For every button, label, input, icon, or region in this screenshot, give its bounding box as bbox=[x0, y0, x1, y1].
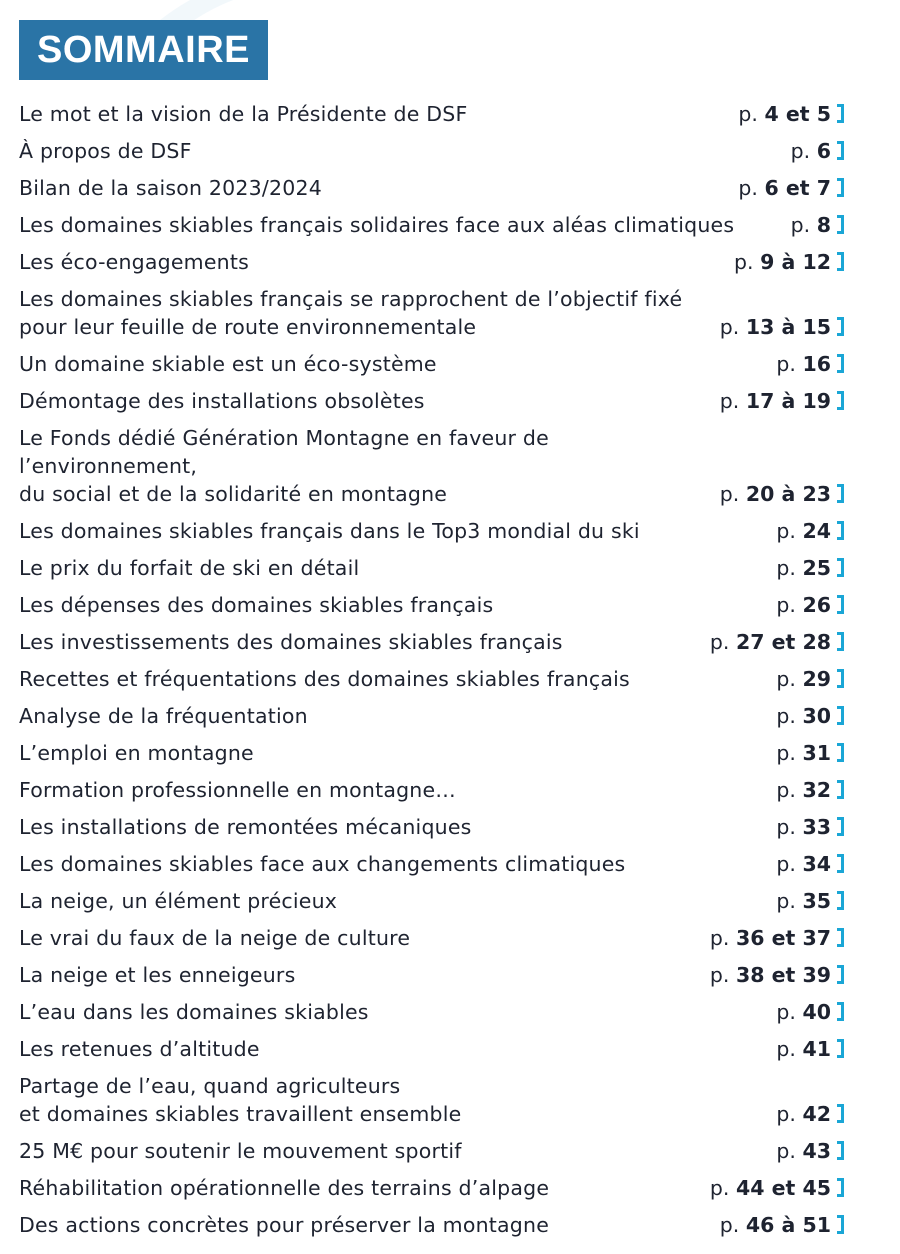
toc-entry-title: Les domaines skiables français se rapprochent de l’objectif fixé pour leur feuille de route environnementale bbox=[19, 287, 683, 339]
title-banner bbox=[19, 20, 268, 80]
toc-entry-page-ref bbox=[791, 137, 844, 165]
page-prefix: p. bbox=[776, 815, 796, 839]
toc-entry-title: Analyse de la fréquentation bbox=[19, 704, 308, 728]
page-prefix: p. bbox=[776, 704, 796, 728]
toc-entry[interactable] bbox=[19, 383, 844, 420]
page-number: 25 bbox=[802, 556, 831, 580]
toc-entry-title: Recettes et fréquentations des domaines skiables français bbox=[19, 667, 630, 691]
bracket-icon bbox=[837, 928, 844, 947]
bracket-icon bbox=[837, 178, 844, 197]
toc-entry-title: Des actions concrètes pour préserver la montagne bbox=[19, 1213, 550, 1237]
page-number: 35 bbox=[802, 889, 831, 913]
page-number: 44 et 45 bbox=[735, 1176, 831, 1200]
toc-entry-page-ref bbox=[776, 739, 844, 767]
toc-entry-title: La neige, un élément précieux bbox=[19, 889, 338, 913]
page-number: 6 et 7 bbox=[764, 176, 831, 200]
toc-entry[interactable] bbox=[19, 513, 844, 550]
page-number: 16 bbox=[802, 352, 831, 376]
bracket-icon bbox=[837, 706, 844, 725]
bracket-icon bbox=[837, 521, 844, 540]
page-number: 26 bbox=[802, 593, 831, 617]
bracket-icon bbox=[837, 891, 844, 910]
toc-entry[interactable] bbox=[19, 957, 844, 994]
page-number: 20 à 23 bbox=[745, 482, 831, 506]
toc-entry[interactable] bbox=[19, 133, 844, 170]
toc-entry-title: Les investissements des domaines skiables français bbox=[19, 630, 563, 654]
bracket-icon bbox=[837, 252, 844, 271]
page-number: 6 bbox=[816, 139, 831, 163]
page-number: 4 et 5 bbox=[764, 102, 831, 126]
toc-entry[interactable] bbox=[19, 346, 844, 383]
toc-entry-title: Un domaine skiable est un éco-système bbox=[19, 352, 437, 376]
toc-entry-page-ref bbox=[776, 1137, 844, 1165]
toc-entry-page-ref bbox=[776, 850, 844, 878]
toc-entry-page-ref bbox=[776, 554, 844, 582]
bracket-icon bbox=[837, 1141, 844, 1160]
bracket-icon bbox=[837, 484, 844, 503]
page-number: 40 bbox=[802, 1000, 831, 1024]
toc-entry-page-ref bbox=[776, 702, 844, 730]
bracket-icon bbox=[837, 743, 844, 762]
toc-entry[interactable] bbox=[19, 994, 844, 1031]
page-prefix: p. bbox=[776, 593, 796, 617]
toc-entry-page-ref bbox=[776, 591, 844, 619]
toc-entry-page-ref bbox=[776, 998, 844, 1026]
toc-entry-title: Les dépenses des domaines skiables français bbox=[19, 593, 494, 617]
toc-entry[interactable] bbox=[19, 624, 844, 661]
toc-entry-title: À propos de DSF bbox=[19, 139, 192, 163]
toc-entry-title: Les installations de remontées mécaniques bbox=[19, 815, 472, 839]
page-prefix: p. bbox=[776, 519, 796, 543]
toc-entry-title: Réhabilitation opérationnelle des terrains d’alpage bbox=[19, 1176, 550, 1200]
toc-entry-title: Formation professionnelle en montagne… bbox=[19, 778, 457, 802]
toc-entry[interactable] bbox=[19, 1207, 844, 1244]
page-number: 42 bbox=[802, 1102, 831, 1126]
page-number: 13 à 15 bbox=[745, 315, 831, 339]
toc-entry[interactable] bbox=[19, 1068, 844, 1133]
toc-entry[interactable] bbox=[19, 96, 844, 133]
toc-entry-title: Les domaines skiables français solidaires face aux aléas climatiques bbox=[19, 213, 735, 237]
page-prefix: p. bbox=[790, 139, 811, 163]
page-number: 46 à 51 bbox=[745, 1213, 831, 1237]
toc-entry[interactable] bbox=[19, 207, 844, 244]
page-number: 8 bbox=[816, 213, 831, 237]
page-prefix: p. bbox=[709, 963, 730, 987]
page-prefix: p. bbox=[719, 1213, 740, 1237]
bracket-icon bbox=[837, 669, 844, 688]
bracket-icon bbox=[837, 391, 844, 410]
toc-entry-title: Bilan de la saison 2023/2024 bbox=[19, 176, 322, 200]
page-prefix: p. bbox=[776, 852, 796, 876]
toc-entry-title: Partage de l’eau, quand agriculteurs et domaines skiables travaillent ensemble bbox=[19, 1074, 462, 1126]
page-number: 24 bbox=[802, 519, 831, 543]
page-prefix: p. bbox=[709, 926, 730, 950]
page-prefix: p. bbox=[709, 1176, 730, 1200]
page-number: 41 bbox=[802, 1037, 831, 1061]
toc-entry[interactable] bbox=[19, 170, 844, 207]
toc-entry-title: 25 M€ pour soutenir le mouvement sportif bbox=[19, 1139, 462, 1163]
toc-entry-page-ref bbox=[720, 387, 844, 415]
toc-entry-page-ref bbox=[776, 813, 844, 841]
toc-entry[interactable] bbox=[19, 661, 844, 698]
page-number: 9 à 12 bbox=[760, 250, 831, 274]
toc-entry[interactable] bbox=[19, 735, 844, 772]
page-prefix: p. bbox=[776, 1037, 796, 1061]
toc-entry[interactable] bbox=[19, 281, 844, 346]
toc-entry-page-ref bbox=[791, 211, 844, 239]
bracket-icon bbox=[837, 215, 844, 234]
toc-entry-page-ref bbox=[776, 887, 844, 915]
toc-entry-page-ref bbox=[720, 313, 844, 341]
toc-entry-page-ref bbox=[776, 350, 844, 378]
page-number: 31 bbox=[802, 741, 831, 765]
toc-entry[interactable] bbox=[19, 244, 844, 281]
toc-entry-title: La neige et les enneigeurs bbox=[19, 963, 296, 987]
toc-entry-page-ref bbox=[710, 924, 844, 952]
toc-entry-page-ref bbox=[776, 1035, 844, 1063]
toc-entry[interactable] bbox=[19, 1133, 844, 1170]
page-prefix: p. bbox=[719, 389, 740, 413]
page-number: 36 et 37 bbox=[735, 926, 831, 950]
toc-entry[interactable] bbox=[19, 883, 844, 920]
toc-entry-page-ref bbox=[710, 628, 844, 656]
toc-entry[interactable] bbox=[19, 846, 844, 883]
bracket-icon bbox=[837, 965, 844, 984]
toc-entry-title: Le prix du forfait de ski en détail bbox=[19, 556, 360, 580]
page-prefix: p. bbox=[719, 482, 740, 506]
toc-entry[interactable] bbox=[19, 809, 844, 846]
toc-entry-page-ref bbox=[720, 1211, 844, 1239]
toc-entry-title: Le Fonds dédié Génération Montagne en faveur de l’environnement, du social et de la solidarité en montagne bbox=[19, 426, 549, 506]
toc-entry-page-ref bbox=[710, 1174, 844, 1202]
page-number: 34 bbox=[802, 852, 831, 876]
bracket-icon bbox=[837, 104, 844, 123]
toc-entry-page-ref bbox=[710, 961, 844, 989]
toc-entry[interactable] bbox=[19, 420, 844, 513]
toc-entry-title: Le vrai du faux de la neige de culture bbox=[19, 926, 411, 950]
page-number: 17 à 19 bbox=[745, 389, 831, 413]
page-number: 29 bbox=[802, 667, 831, 691]
bracket-icon bbox=[837, 1104, 844, 1123]
bracket-icon bbox=[837, 632, 844, 651]
page-prefix: p. bbox=[776, 889, 796, 913]
toc-entry[interactable] bbox=[19, 1170, 844, 1207]
bracket-icon bbox=[837, 354, 844, 373]
page-prefix: p. bbox=[738, 176, 758, 200]
bracket-icon bbox=[837, 780, 844, 799]
page-number: 27 et 28 bbox=[735, 630, 831, 654]
toc-entry-page-ref bbox=[720, 480, 844, 508]
bracket-icon bbox=[837, 141, 844, 160]
toc-entry-title: L’eau dans les domaines skiables bbox=[19, 1000, 369, 1024]
bracket-icon bbox=[837, 558, 844, 577]
page-number: 33 bbox=[802, 815, 831, 839]
toc-entry-title: Les domaines skiables français dans le Top3 mondial du ski bbox=[19, 519, 640, 543]
page-prefix: p. bbox=[734, 250, 754, 274]
page-prefix: p. bbox=[790, 213, 811, 237]
table-of-contents bbox=[19, 96, 844, 1244]
page-prefix: p. bbox=[709, 630, 730, 654]
page-number: 32 bbox=[802, 778, 831, 802]
bracket-icon bbox=[837, 1178, 844, 1197]
page-prefix: p. bbox=[776, 741, 796, 765]
page-prefix: p. bbox=[776, 667, 796, 691]
page-prefix: p. bbox=[776, 778, 796, 802]
bracket-icon bbox=[837, 595, 844, 614]
bracket-icon bbox=[837, 1039, 844, 1058]
toc-entry[interactable] bbox=[19, 1031, 844, 1068]
toc-entry-title: Les retenues d’altitude bbox=[19, 1037, 260, 1061]
toc-entry-page-ref bbox=[734, 248, 844, 276]
toc-entry-page-ref bbox=[776, 517, 844, 545]
page-prefix: p. bbox=[776, 1139, 796, 1163]
bracket-icon bbox=[837, 317, 844, 336]
toc-entry[interactable] bbox=[19, 698, 844, 735]
toc-entry-page-ref bbox=[738, 174, 844, 202]
page-prefix: p. bbox=[776, 1000, 796, 1024]
page-number: 30 bbox=[802, 704, 831, 728]
toc-entry-title: Le mot et la vision de la Présidente de DSF bbox=[19, 102, 468, 126]
toc-entry[interactable] bbox=[19, 587, 844, 624]
page-prefix: p. bbox=[776, 1102, 796, 1126]
page-prefix: p. bbox=[776, 556, 796, 580]
bracket-icon bbox=[837, 854, 844, 873]
page-number: 38 et 39 bbox=[735, 963, 831, 987]
bracket-icon bbox=[837, 817, 844, 836]
toc-entry-page-ref bbox=[776, 776, 844, 804]
toc-entry-page-ref bbox=[738, 100, 844, 128]
page-title: SOMMAIRE bbox=[37, 28, 250, 71]
toc-entry[interactable] bbox=[19, 550, 844, 587]
toc-entry-page-ref bbox=[776, 1100, 844, 1128]
toc-entry-title: Démontage des installations obsolètes bbox=[19, 389, 425, 413]
page-number: 43 bbox=[802, 1139, 831, 1163]
bracket-icon bbox=[837, 1002, 844, 1021]
toc-entry-title: Les domaines skiables face aux changements climatiques bbox=[19, 852, 626, 876]
bracket-icon bbox=[837, 1215, 844, 1234]
toc-entry-page-ref bbox=[776, 665, 844, 693]
page-prefix: p. bbox=[776, 352, 796, 376]
page-prefix: p. bbox=[738, 102, 758, 126]
toc-entry[interactable] bbox=[19, 920, 844, 957]
toc-entry-title: Les éco-engagements bbox=[19, 250, 249, 274]
toc-entry-title: L’emploi en montagne bbox=[19, 741, 254, 765]
toc-entry[interactable] bbox=[19, 772, 844, 809]
page-prefix: p. bbox=[719, 315, 740, 339]
